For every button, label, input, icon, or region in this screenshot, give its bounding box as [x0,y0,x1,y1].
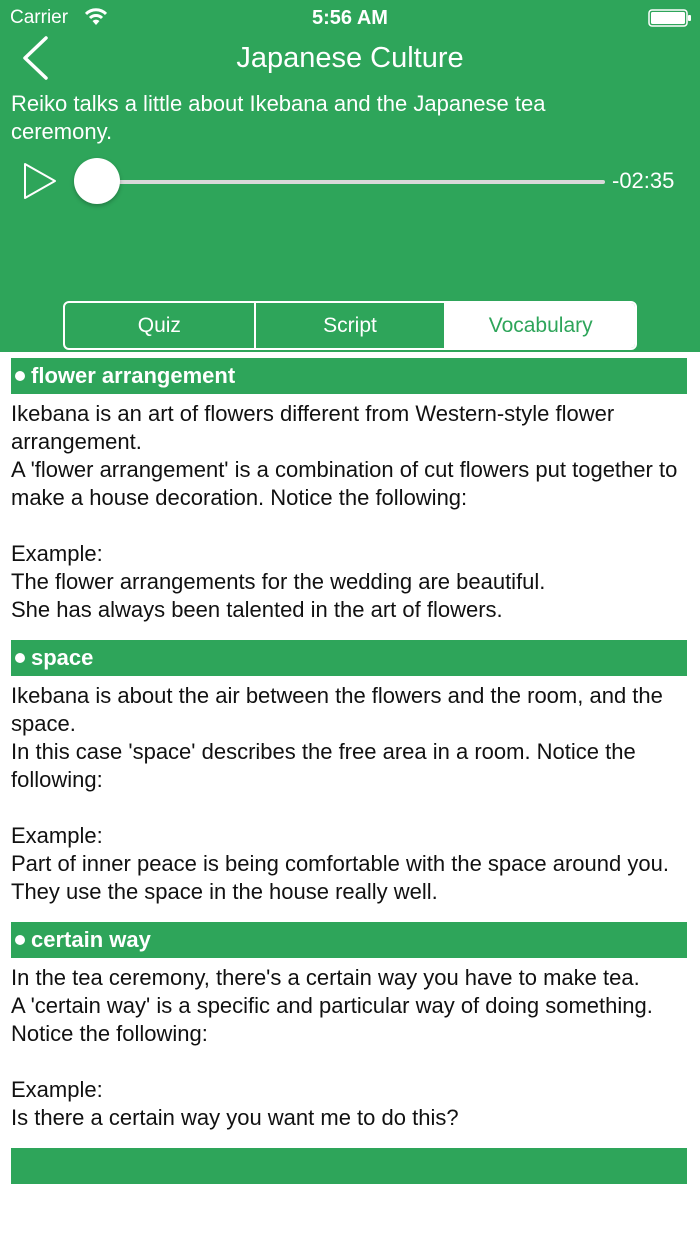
vocabulary-list[interactable] [0,352,700,1244]
tab-script[interactable] [254,303,445,348]
header [0,0,700,352]
vocab-term-header [11,640,687,676]
vocab-explanation: Ikebana is about the air between the flowers and the room, and the space. In this case 'space' describes the free area in a room. Notice the following: Example: Part of inner peace is being comfortable with the space around you. They use the space in the house really well. [11,683,669,904]
tab-vocabulary[interactable] [444,303,635,348]
vocab-term-header [11,1148,687,1184]
bullet-icon [15,935,25,945]
vocab-explanation: Ikebana is an art of flowers different from Western-style flower arrangement. A 'flower arrangement' is a combination of cut flowers put together to make a house decoration. Notice the following: Example: The flower arrangements for the wedding are beautiful. She has always been talented in the art of flowers. [11,401,678,622]
bullet-icon [15,371,25,381]
status-time: 5:56 AM [312,7,388,29]
bullet-icon [15,653,25,663]
lesson-description: Reiko talks a little about Ikebana and the Japanese tea ceremony. [11,91,546,144]
vocab-term-header [11,922,687,958]
play-icon[interactable] [22,162,58,200]
progress-thumb[interactable] [74,158,120,204]
vocab-term-header [11,358,687,394]
vocab-explanation: In the tea ceremony, there's a certain way you have to make tea. A 'certain way' is a specific and particular way of doing something. Notice the following: Example: Is there a certain way you want me to do this? [11,965,653,1130]
status-bar [0,0,700,36]
carrier-label: Carrier [10,7,69,28]
tab-label: Quiz [137,313,181,337]
tab-label: Script [323,313,377,337]
tab-quiz[interactable] [65,303,254,348]
vocab-term: certain way [31,927,151,952]
vocab-term: flower arrangement [31,363,236,388]
progress-track[interactable] [97,180,605,184]
page-title: Japanese Culture [236,42,464,74]
vocab-term: space [31,645,94,670]
tab-label: Vocabulary [488,313,593,337]
battery-icon [648,9,692,27]
tab-control [63,301,637,350]
time-remaining: -02:35 [612,168,675,193]
